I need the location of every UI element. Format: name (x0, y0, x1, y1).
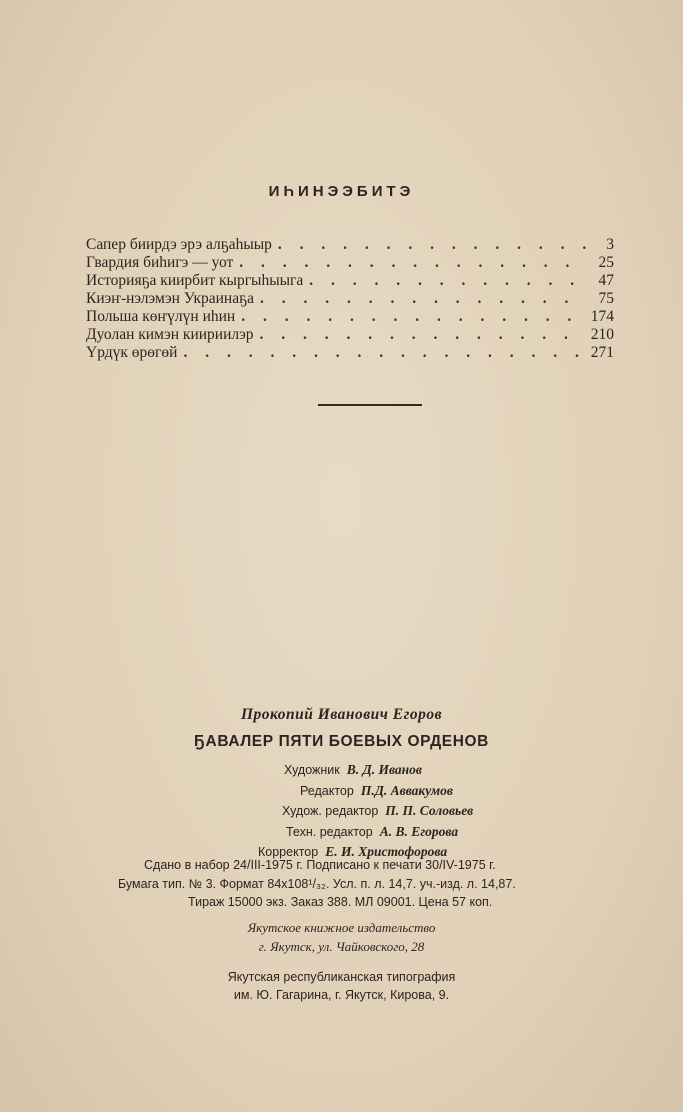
toc-entry-page: 174 (590, 308, 614, 325)
publisher-block (0, 918, 683, 956)
credit-name: В. Д. Иванов (346, 762, 422, 777)
toc-entry (86, 344, 614, 362)
credits-list (258, 760, 473, 863)
dot-leader (183, 344, 584, 362)
toc-entry (86, 326, 614, 344)
credit-name: А. В. Егорова (379, 823, 459, 839)
toc-entry (86, 272, 614, 290)
toc-entry-title: Киэҥ-нэлэмэн Украинаҕа (86, 290, 254, 307)
dot-leader (309, 272, 586, 290)
credit-role: Художник (284, 763, 340, 777)
publication-line: Тираж 15000 экз. Заказ 388. МЛ 09001. Цена 57 коп. (188, 895, 493, 909)
publication-line: Бумага тип. № 3. Формат 84x108¹/₃₂. Усл. п. л. 14,7. уч.-изд. л. 14,87. (118, 876, 516, 891)
toc-entry-page: 47 (598, 272, 614, 289)
printer-block (0, 968, 683, 1004)
credit-line (258, 822, 473, 843)
toc-entry-page: 271 (590, 344, 614, 361)
printer-line: Якутская республиканская типография (227, 970, 456, 984)
toc-entry (86, 290, 614, 308)
publication-line: Сдано в набор 24/III-1975 г. Подписано к печати 30/IV-1975 г. (144, 858, 496, 872)
credit-role: Техн. редактор (286, 824, 373, 839)
dot-leader (241, 308, 585, 326)
printer-line: им. Ю. Гагарина, г. Якутск, Кирова, 9. (233, 988, 450, 1002)
toc-entry-page: 3 (606, 236, 614, 253)
publication-details (110, 856, 650, 912)
contents-heading: ИҺИНЭЭБИТЭ (268, 183, 415, 200)
toc-entry-title: Сапер биирдэ эрэ алҕаһыыр (86, 236, 272, 253)
credit-name: Е. И. Христофорова (325, 844, 448, 859)
credit-line (258, 801, 473, 822)
toc-entry-title: Польша көҥүлүн иһин (86, 308, 236, 325)
dot-leader (278, 236, 586, 254)
toc-entry-title: Үрдүк өрөгөй (86, 344, 178, 361)
credit-line (258, 760, 473, 781)
publisher-line: Якутское книжное издательство (247, 920, 436, 935)
toc-entry (86, 236, 614, 254)
credit-role: Редактор (300, 783, 354, 798)
toc-entry-page: 210 (590, 326, 614, 343)
toc-entry (86, 308, 614, 326)
credit-name: П.Д. Аввакумов (360, 782, 453, 798)
publisher-line: г. Якутск, ул. Чайковского, 28 (258, 939, 425, 954)
table-of-contents (86, 236, 614, 362)
toc-entry-page: 25 (598, 254, 614, 271)
toc-entry-title: Историяҕа киирбит кыргыһыыга (86, 272, 304, 289)
dot-leader (239, 254, 586, 272)
toc-entry-title: Дуолан кимэн киириилэр (86, 326, 254, 343)
credit-name: П. П. Соловьев (385, 803, 474, 818)
toc-entry (86, 254, 614, 272)
toc-entry-page: 75 (598, 290, 614, 307)
credit-role: Худож. редактор (282, 804, 379, 818)
dot-leader (260, 290, 586, 308)
dot-leader (260, 326, 585, 344)
section-divider (318, 404, 422, 406)
credit-role: Корректор (258, 845, 319, 859)
credit-line (258, 781, 473, 802)
toc-entry-title: Гвардия биһигэ — уот (86, 254, 234, 271)
author-name: Прокопий Иванович Егоров (240, 706, 443, 723)
book-title: ҔАВАЛЕР ПЯТИ БОЕВЫХ ОРДЕНОВ (194, 733, 489, 750)
